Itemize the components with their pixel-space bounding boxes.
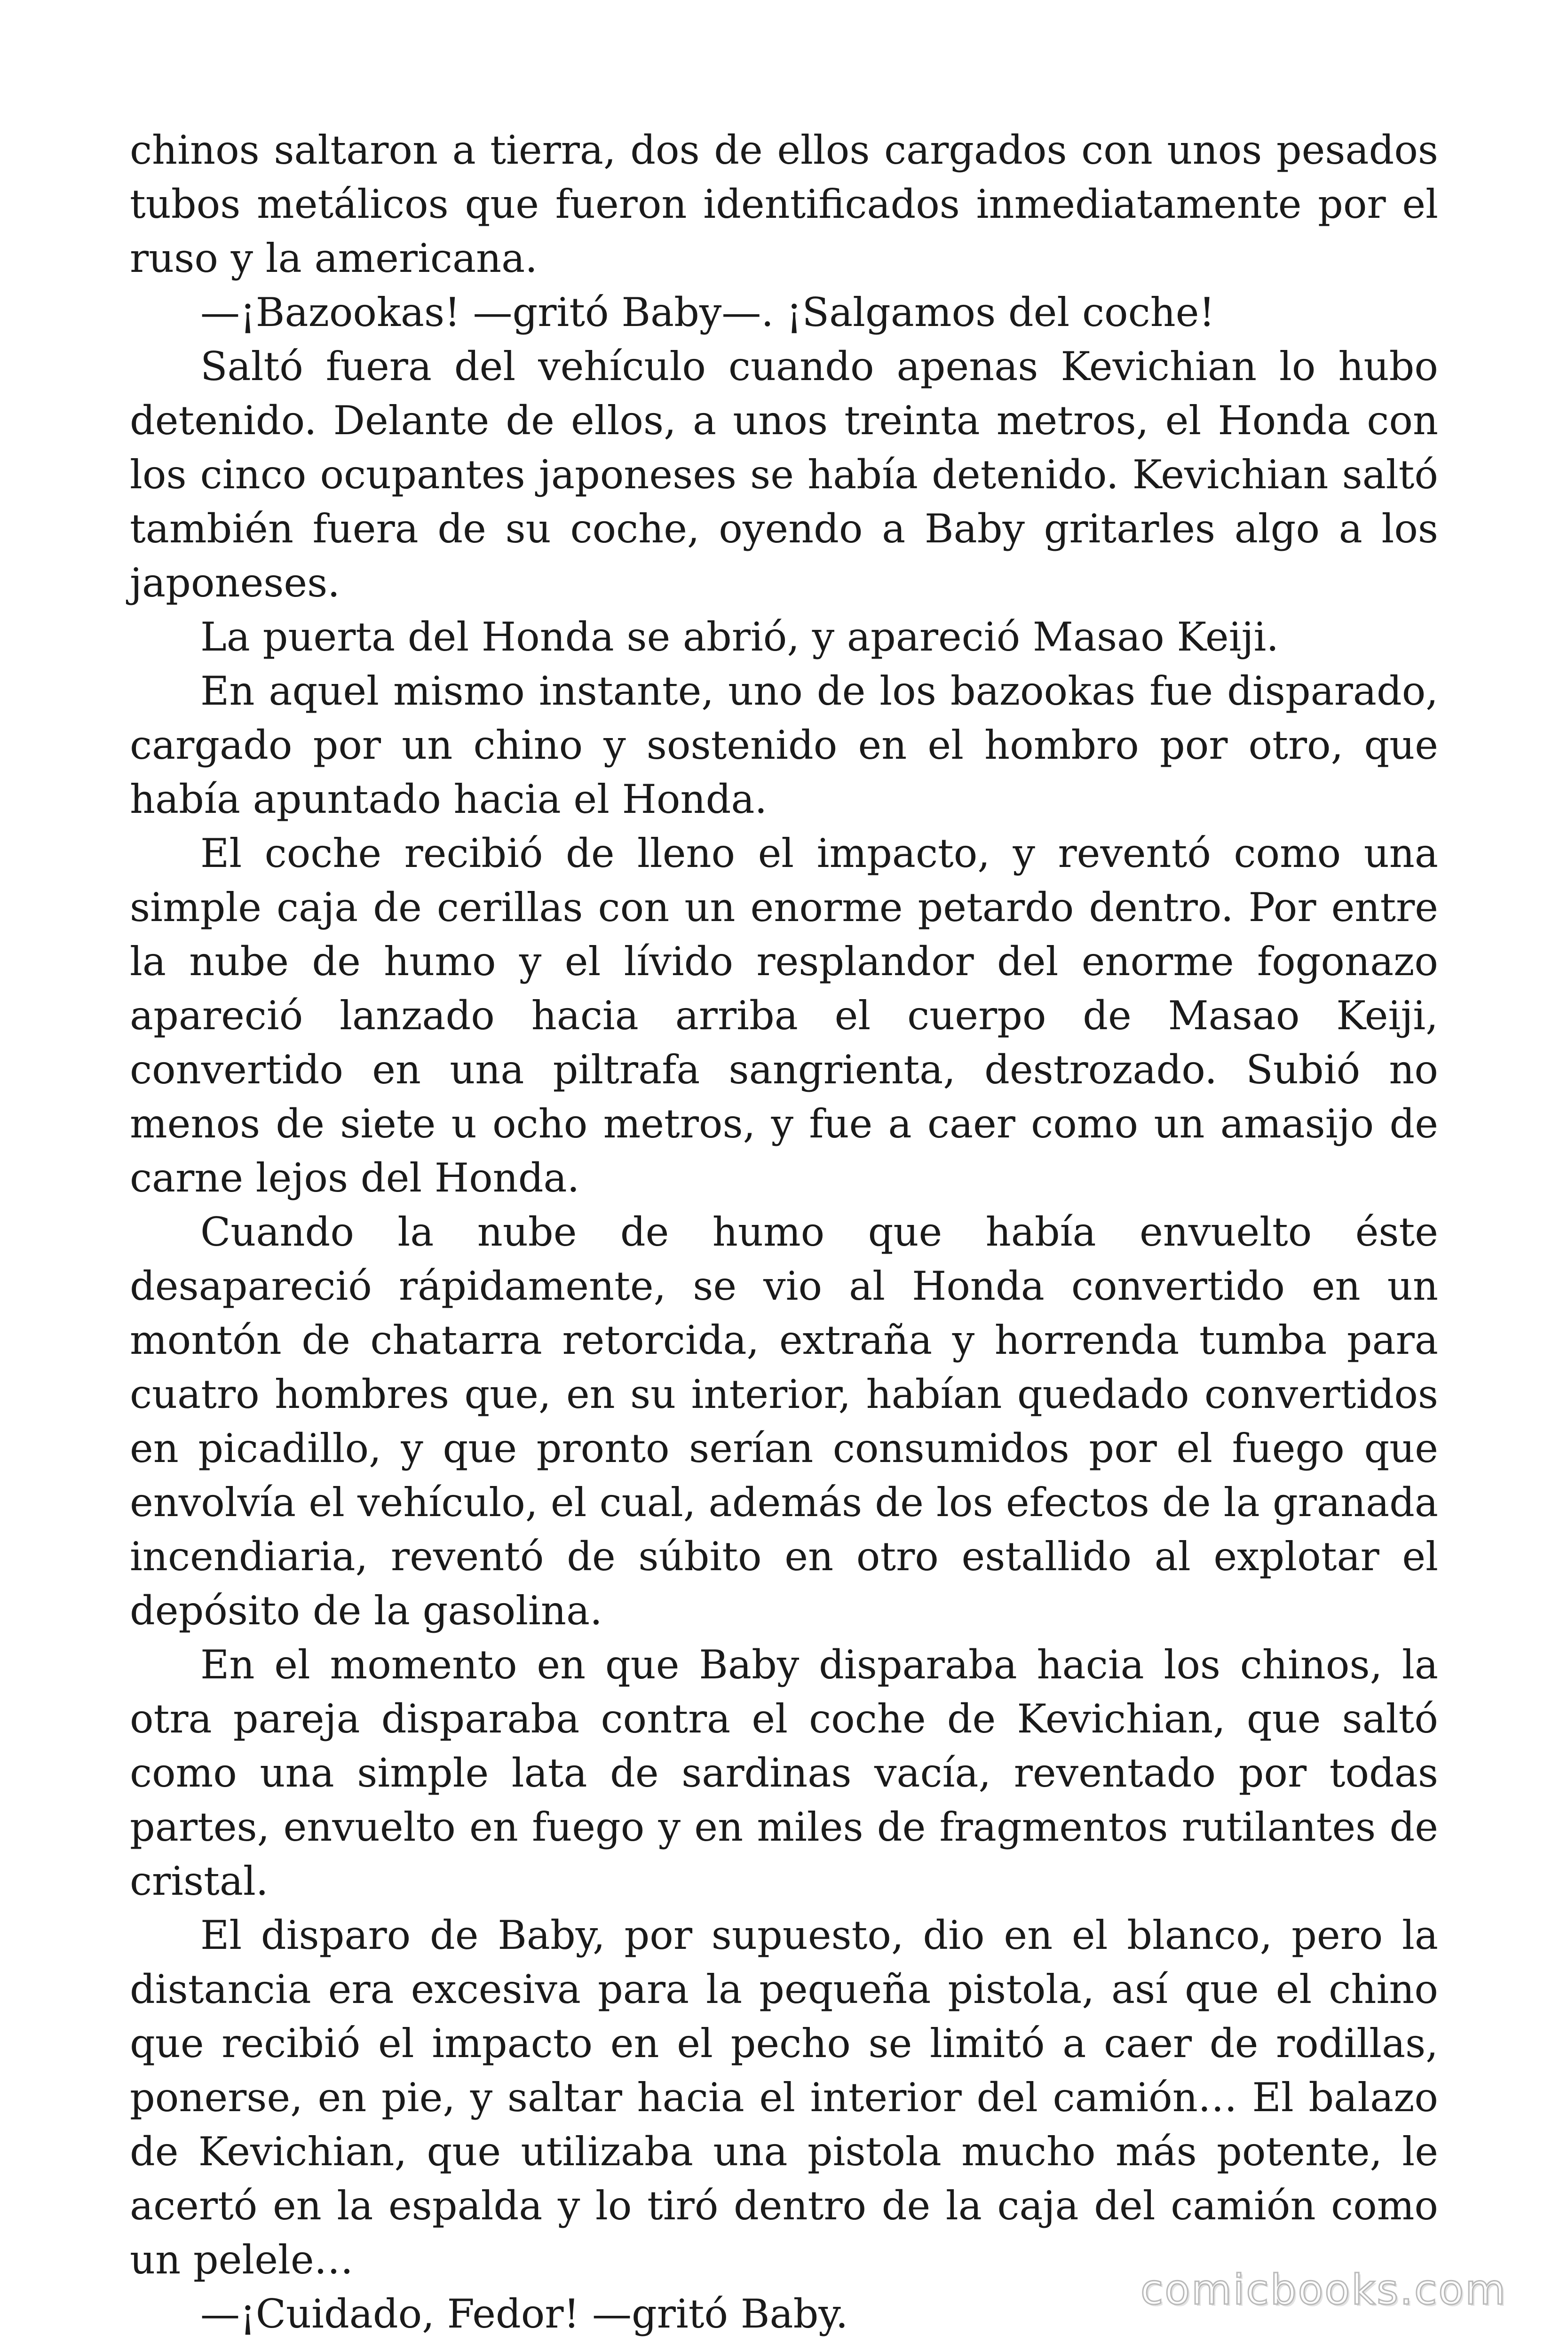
watermark: comicbooks.com	[1140, 2265, 1507, 2314]
paragraph: —¡Cuidado, Fedor! —gritó Baby.	[200, 2291, 848, 2337]
body-text	[130, 123, 1438, 2341]
paragraph: En el momento en que Baby disparaba hacia los chinos, la otra pareja disparaba contra el coche de Kevichian, que saltó como una simple lata de sardinas vacía, reventado por todas partes, envuelto en fuego y en miles de fragmentos rutilantes de cristal.	[130, 1642, 1438, 1904]
paragraph: El coche recibió de lleno el impacto, y reventó como una simple caja de cerillas con un enorme petardo dentro. Por entre la nube de humo y el lívido resplandor del enorme fogonazo apareció lanzado hacia arriba el cuerpo de Masao Keiji, convertido en una piltrafa sangrienta, destrozado. Subió no menos de siete u ocho metros, y fue a caer como un amasijo de carne lejos del Honda.	[130, 830, 1438, 1201]
paragraph: El disparo de Baby, por supuesto, dio en el blanco, pero la distancia era excesiva para la pequeña pistola, así que el chino que recibió el impacto en el pecho se limitó a caer de rodillas, ponerse, en pie, y saltar hacia el interior del camión… El balazo de Kevichian, que utilizaba una pistola mucho más potente, le acertó en la espalda y lo tiró dentro de la caja del camión como un pelele…	[130, 1912, 1438, 2283]
paragraph: chinos saltaron a tierra, dos de ellos cargados con unos pesados tubos metálicos que fueron identificados inmediatamente por el ruso y la americana.	[130, 127, 1438, 281]
paragraph: En aquel mismo instante, uno de los bazookas fue disparado, cargado por un chino y sostenido en el hombro por otro, que había apuntado hacia el Honda.	[130, 668, 1438, 822]
paragraph: —¡Bazookas! —gritó Baby—. ¡Salgamos del coche!	[200, 289, 1215, 335]
paragraph: La puerta del Honda se abrió, y apareció Masao Keiji.	[200, 614, 1279, 660]
paragraph: Saltó fuera del vehículo cuando apenas Kevichian lo hubo detenido. Delante de ellos, a unos treinta metros, el Honda con los cinco ocupantes japoneses se había detenido. Kevichian saltó también fuera de su coche, oyendo a Baby gritarles algo a los japoneses.	[130, 343, 1438, 606]
paragraph: Cuando la nube de humo que había envuelto éste desapareció rápidamente, se vio al Honda convertido en un montón de chatarra retorcida, extraña y horrenda tumba para cuatro hombres que, en su interior, habían quedado convertidos en picadillo, y que pronto serían consumidos por el fuego que envolvía el vehículo, el cual, además de los efectos de la granada incendiaria, reventó de súbito en otro estallido al explotar el depósito de la gasolina.	[130, 1209, 1438, 1634]
